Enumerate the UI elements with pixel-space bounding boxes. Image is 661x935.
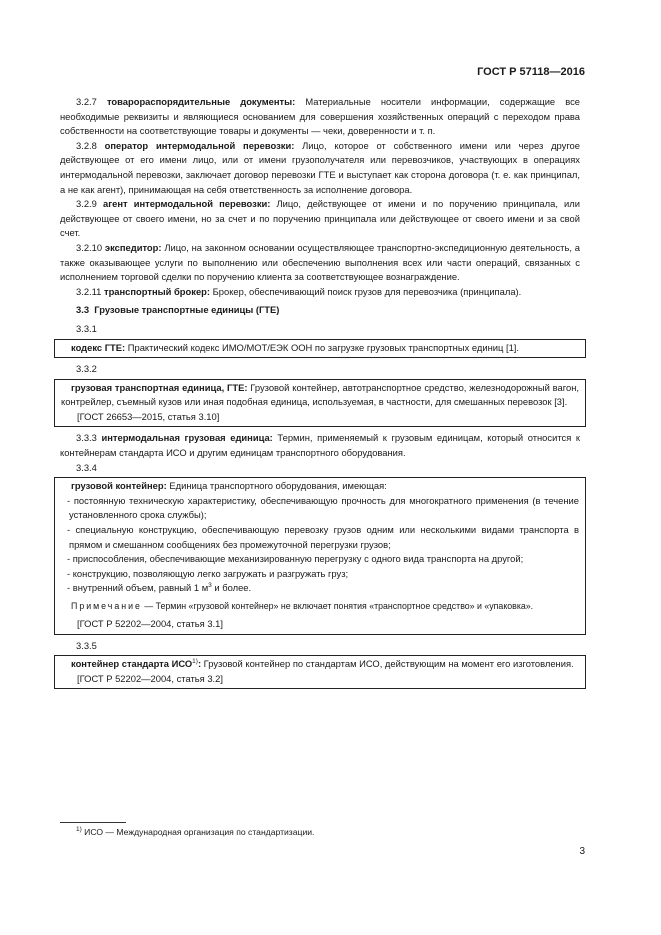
section-heading: 3.3 Грузовые транспортные единицы (ГТЕ) [76,304,280,316]
note: Примечание — Термин «грузовой контейнер» не включает понятия «транспортное средство» и «упаковка». [71,601,534,611]
clause-number: 3.3.5 [76,639,97,651]
document-code: ГОСТ Р 57118—2016 [477,66,585,78]
term-name: экспедитор: [104,241,162,253]
footnote: $^{1)}$ ИСО — Международная организация по стандартизации. [76,826,315,837]
clause-number: 3.3.4 [76,461,97,473]
source-reference: [ГОСТ Р 52202—2004, статья 3.2] [77,672,223,684]
term-name: товарораспорядительные документы: [106,96,296,107]
term-entry: 3.2.11 транспортный брокер: Брокер, обеспечивающий поиск грузов для перевозчика (принципала). [76,285,522,297]
list-item: - приспособления, обеспечивающие механизированную перегрузку с одного вида транспорта на другой; [67,553,524,565]
document-body [60,95,580,689]
term-definition: кодекс ГТЕ: Практический кодекс ИМО/МОТ/ЕЭК ООН по загрузке грузовых транспортных единиц [1]. [71,341,520,353]
term-box [54,379,586,428]
term-definition: грузовая транспортная единица, ГТЕ: Грузовой контейнер, автотранспортное средство, железнодорожный вагон, контрейлер, съемный кузов или иная подобная единица, используемая, в частности, для смешанных перевозок [3]. [61,381,579,408]
term-entry: 3.2.8 оператор интермодальной перевозки: Лицо, которое от собственного имени или через другое действующее от его имени лицо, или от имени грузополучателя или перевозчиков, участвующих в операциях интермодальной перевозки, заключает договор перевозки ГТЕ и выступает как сторона договора (т. е. как принципал, а не как агент), принимающая на себя ответственность за исполнение договора. [60,139,580,195]
page-number: 3 [579,846,585,857]
footnote-ref: 1) [192,658,198,666]
list-item: - специальную конструкцию, обеспечивающую перевозку грузов одним или несколькими видами транспорта в прямом и смешанном сообщениях без промежуточной перегрузки грузов; [67,524,579,550]
term-name: оператор интермодальной перевозки: [104,139,295,151]
term-name: грузовая транспортная единица, [71,381,225,393]
list-item: - конструкцию, позволяющую легко загружать и разгружать груз; [67,567,349,579]
list-item: - внутренний объем, равный 1 $м^3$ и более. [67,582,252,594]
note-label: Примечание [71,601,142,611]
term-name: транспортный брокер: [103,285,211,297]
term-definition: контейнер стандарта ИСО$^{1)}$: Грузовой контейнер по стандартам ИСО, действующим на момент его изготовления. [71,658,574,670]
term-entry: 3.2.9 агент интермодальной перевозки: Лицо, действующее от имени и по поручению принципала, или действующее от своего имени, но за счет и по поручению принципала или действующее от своего имени и за свой счет. [60,198,580,239]
term-entry: 3.2.7 товарораспорядительные документы: Материальные носители информации, содержащие все необходимые реквизиты и являющиеся основанием для совершения хозяйственных операций с переходом права собственности на соответствующие товары и документы — чеки, доверенности и т. п. [60,96,580,137]
source-reference: [ГОСТ 26653—2015, статья 3.10] [77,410,220,422]
term-name: контейнер стандарта ИСО [71,658,193,670]
term-name: кодекс ГТЕ: [71,341,126,353]
source-reference: [ГОСТ Р 52202—2004, статья 3.1] [77,618,223,629]
list-item: - постоянную техническую характеристику, обеспечивающую прочность для многократного применения (в течение установленного срока службы); [67,494,579,521]
term-box [54,339,586,359]
term-definition: грузовой контейнер: Единица транспортного оборудования, имеющая: [71,480,387,492]
term-name: грузовой контейнер: [71,480,167,492]
clause-number: 3.3.2 [76,363,97,375]
term-entry: 3.2.10 экспедитор: Лицо, на законном основании осуществляющее транспортно-экспедиционную деятельность, а также оказывающее услуги по выполнению или обеспечению выполнения всех или части операций, связанных с исполнением торговой сделки по поручению клиента за соответствующее вознаграждение. [60,241,580,283]
term-box [54,655,586,689]
term-box [54,477,586,634]
term-entry: 3.3.3 интермодальная грузовая единица: Термин, применяемый к грузовым единицам, который относится к контейнерам стандарта ИСО и другим единицам транспортного оборудования. [60,432,580,459]
clause-number: 3.3.1 [76,322,97,334]
term-name: интермодальная грузовая единица: [101,432,273,444]
footnote-divider [60,822,126,823]
term-name: агент интермодальной перевозки: [102,198,271,210]
